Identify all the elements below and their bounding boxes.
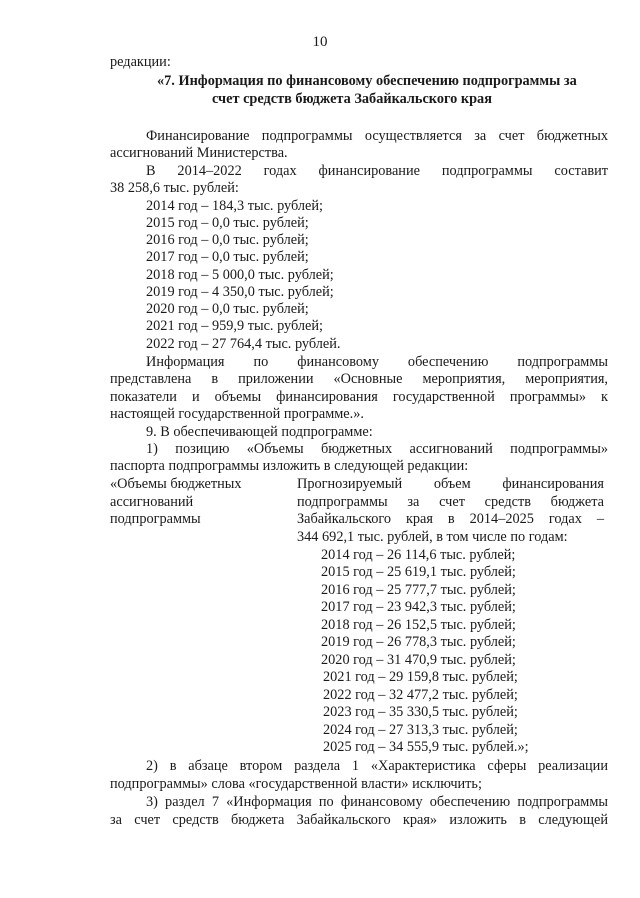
paragraph-line: 3) раздел 7 «Информация по финансовому обеспечению подпрограммы bbox=[146, 794, 608, 810]
table-value-line: Прогнозируемый объем финансирования bbox=[297, 476, 604, 492]
paragraph-line: показатели и объемы финансирования государственной программы» к bbox=[110, 389, 608, 405]
year-item: 2016 год – 25 777,7 тыс. рублей; bbox=[321, 582, 516, 598]
year-item: 2020 год – 31 470,9 тыс. рублей; bbox=[321, 652, 516, 668]
paragraph-line: подпрограммы» слова «государственной власти» исключить; bbox=[110, 776, 482, 792]
year-item: 2022 год – 32 477,2 тыс. рублей; bbox=[323, 687, 518, 703]
year-item: 2016 год – 0,0 тыс. рублей; bbox=[146, 232, 309, 248]
paragraph-line: представлена в приложении «Основные мероприятия, мероприятия, bbox=[110, 371, 608, 387]
paragraph-line: Финансирование подпрограммы осуществляется за счет бюджетных bbox=[146, 128, 608, 144]
year-item: 2014 год – 26 114,6 тыс. рублей; bbox=[321, 547, 516, 563]
year-item: 2023 год – 35 330,5 тыс. рублей; bbox=[323, 704, 518, 720]
year-item: 2017 год – 23 942,3 тыс. рублей; bbox=[321, 599, 516, 615]
paragraph-line: Информация по финансовому обеспечению подпрограммы bbox=[146, 354, 608, 370]
paragraph-line: 1) позицию «Объемы бюджетных ассигнований подпрограммы» bbox=[146, 441, 608, 457]
year-item: 2018 год – 26 152,5 тыс. рублей; bbox=[321, 617, 516, 633]
table-label-line: подпрограммы bbox=[110, 511, 201, 527]
paragraph-line: ассигнований Министерства. bbox=[110, 145, 288, 161]
year-item: 2022 год – 27 764,4 тыс. рублей. bbox=[146, 336, 341, 352]
page-number-text: 10 bbox=[312, 34, 328, 50]
year-item: 2014 год – 184,3 тыс. рублей; bbox=[146, 198, 324, 214]
paragraph-line: 9. В обеспечивающей подпрограмме: bbox=[146, 424, 373, 440]
year-item: 2019 год – 26 778,3 тыс. рублей; bbox=[321, 634, 516, 650]
year-item: 2015 год – 25 619,1 тыс. рублей; bbox=[321, 564, 516, 580]
year-item: 2018 год – 5 000,0 тыс. рублей; bbox=[146, 267, 334, 283]
section-heading-line: счет средств бюджета Забайкальского края bbox=[212, 91, 492, 107]
year-item: 2024 год – 27 313,3 тыс. рублей; bbox=[323, 722, 518, 738]
text-line: редакции: bbox=[110, 54, 171, 70]
paragraph-line: паспорта подпрограммы изложить в следующей редакции: bbox=[110, 458, 469, 474]
year-item: 2015 год – 0,0 тыс. рублей; bbox=[146, 215, 309, 231]
year-item: 2025 год – 34 555,9 тыс. рублей.»; bbox=[323, 739, 529, 755]
paragraph-line: за счет средств бюджета Забайкальского края» изложить в следующей bbox=[110, 812, 608, 828]
table-label-line: ассигнований bbox=[110, 494, 194, 510]
year-item: 2017 год – 0,0 тыс. рублей; bbox=[146, 249, 309, 265]
year-item: 2020 год – 0,0 тыс. рублей; bbox=[146, 301, 309, 317]
table-value-line: подпрограммы за счет средств бюджета bbox=[297, 494, 604, 510]
page-number bbox=[0, 34, 640, 51]
paragraph-line: В 2014–2022 годах финансирование подпрограммы составит bbox=[146, 163, 608, 179]
year-item: 2021 год – 959,9 тыс. рублей; bbox=[146, 318, 324, 334]
paragraph-line: настоящей государственной программе.». bbox=[110, 406, 364, 422]
year-item: 2019 год – 4 350,0 тыс. рублей; bbox=[146, 284, 334, 300]
section-heading-line: «7. Информация по финансовому обеспечению подпрограммы за bbox=[157, 73, 577, 89]
year-item: 2021 год – 29 159,8 тыс. рублей; bbox=[323, 669, 518, 685]
table-label-line: «Объемы бюджетных bbox=[110, 476, 242, 492]
paragraph-line: 2) в абзаце втором раздела 1 «Характеристика сферы реализации bbox=[146, 758, 608, 774]
table-value-line: 344 692,1 тыс. рублей, в том числе по годам: bbox=[297, 529, 568, 545]
table-value-line: Забайкальского края в 2014–2025 годах – bbox=[297, 511, 604, 527]
paragraph-line: 38 258,6 тыс. рублей: bbox=[110, 180, 239, 196]
